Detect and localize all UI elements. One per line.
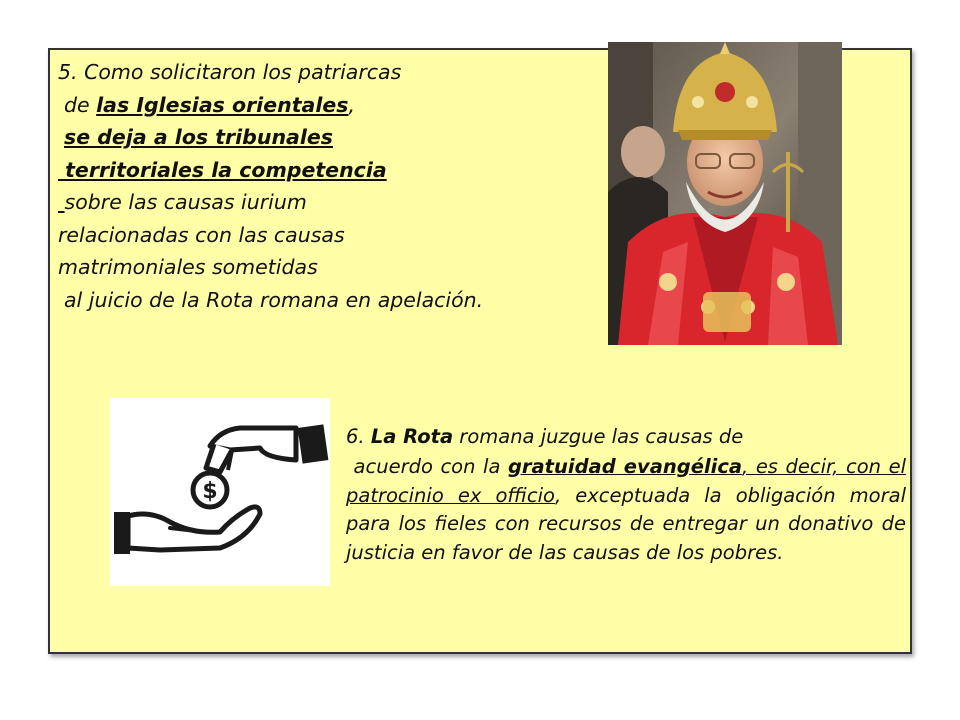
section-5-text	[58, 56, 618, 316]
svg-text:$: $	[202, 479, 218, 504]
section-5-line-6: relacionadas con las causas	[58, 222, 345, 247]
section-5-line-8: al juicio de la Rota romana en apelación.	[64, 287, 484, 312]
la-rota-emphasis: La Rota	[370, 425, 454, 448]
section-5-line-1: 5. Como solicitaron los patriarcas	[58, 60, 402, 84]
section-5-line-7: matrimoniales sometidas	[58, 255, 318, 279]
section-5-line-5: sobre las causas iurium	[64, 190, 307, 214]
patrocinio-ex-officio-emphasis: es decir, con el patrocinio ex officio	[346, 455, 906, 507]
section-6-text	[346, 422, 906, 567]
iglesias-orientales-emphasis: las Iglesias orientales	[96, 92, 349, 117]
hand-giving-dollar-coin-icon	[110, 398, 330, 586]
section-6-paragraph: acuerdo con la gratuidad evangélica, es decir, con el patrocinio ex officio, exceptuada la obligación moral para los fieles con recursos de entregar un donativo de justicia en favor de las causas de los pobres.	[346, 455, 906, 564]
section-5-line-3: se deja a los tribunales	[64, 125, 334, 149]
patriarch-photo	[608, 42, 842, 345]
gratuidad-evangelica-emphasis: gratuidad evangélica	[507, 455, 743, 478]
section-5-line-2: de las Iglesias orientales,	[64, 92, 356, 117]
section-6-line-1: 6. La Rota romana juzgue las causas de	[346, 425, 744, 448]
donation-icon-box	[110, 398, 330, 586]
section-5-line-4: territoriales la competencia	[58, 157, 387, 182]
